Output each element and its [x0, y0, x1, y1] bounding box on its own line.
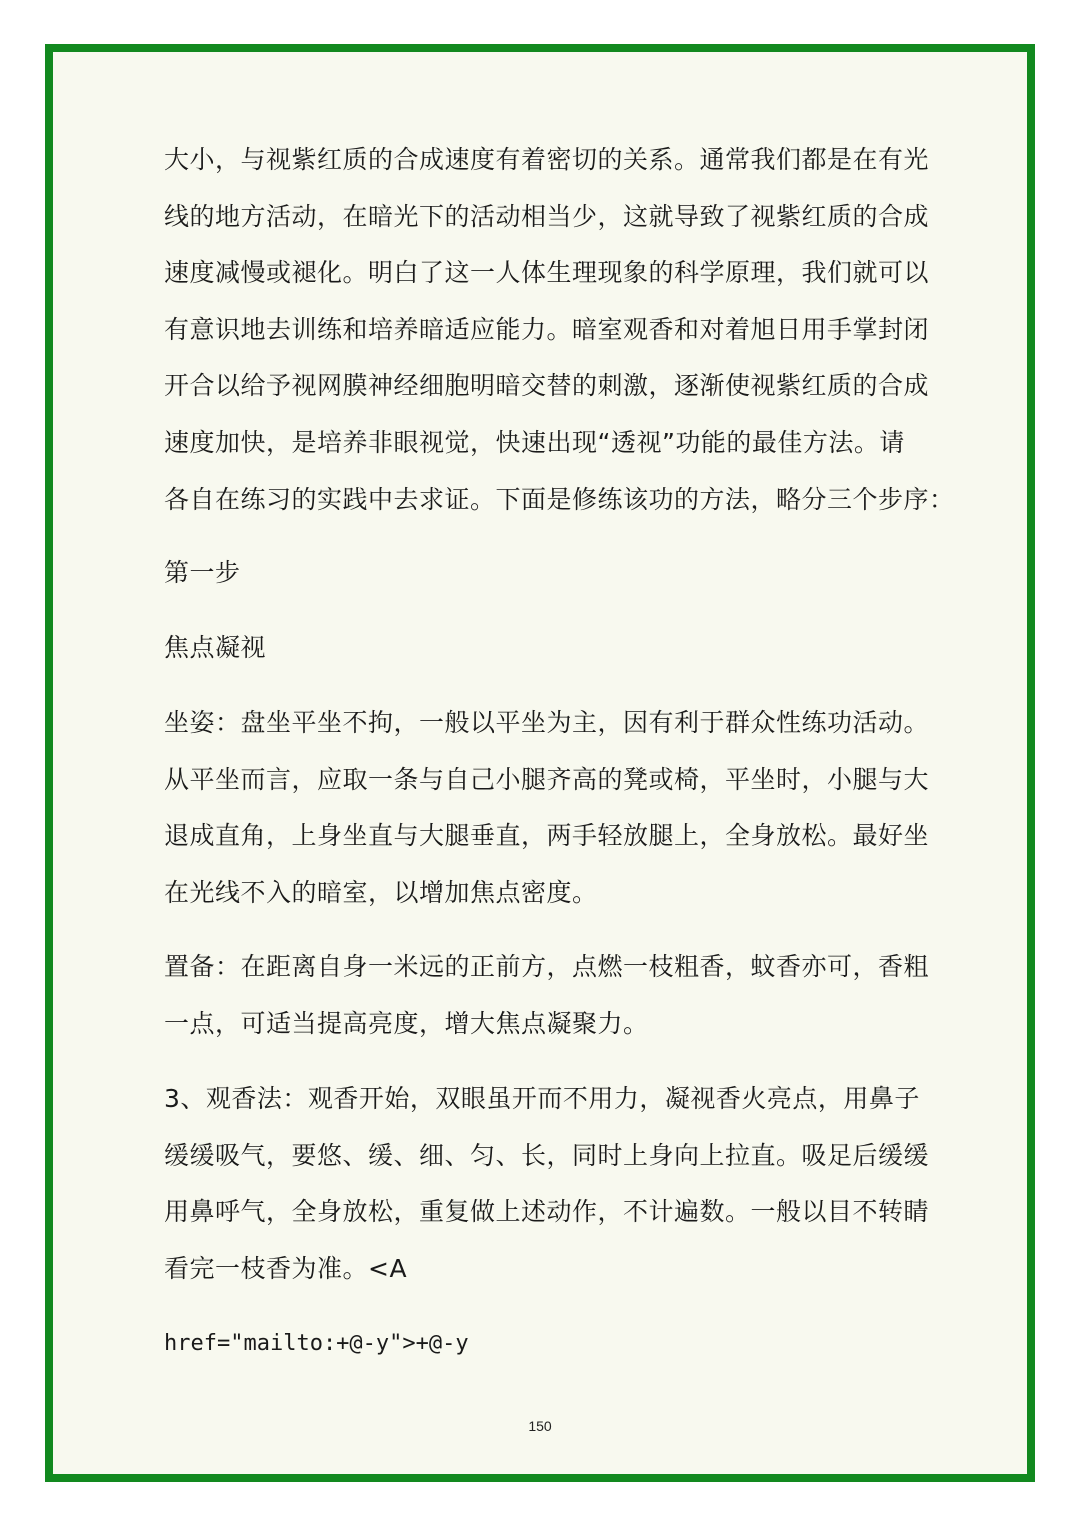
paragraph-preparation: [164, 939, 930, 1052]
text-line: 有意识地去训练和培养暗适应能力。暗室观香和对着旭日用手掌封闭: [164, 314, 930, 344]
text-line: 速度加快，是培养非眼视觉，快速出现“透视”功能的最佳方法。请: [164, 427, 905, 457]
text-line: 看完一枝香为准。<A: [164, 1253, 408, 1283]
text-line: 焦点凝视: [164, 633, 267, 662]
method-heading: [164, 620, 924, 677]
text-line: 3、观香法：观香开始，双眼虽开而不用力，凝视香火亮点，用鼻子: [164, 1084, 920, 1113]
text-line: 退成直角，上身坐直与大腿垂直，两手轻放腿上，全身放松。最好坐: [164, 821, 930, 851]
text-line: href="mailto:+@-y">+@-y: [164, 1331, 469, 1356]
text-line: 在光线不入的暗室，以增加焦点密度。: [164, 877, 598, 907]
text-line: 大小，与视紫红质的合成速度有着密切的关系。通常我们都是在有光: [164, 145, 930, 174]
text-line: 从平坐而言，应取一条与自己小腿齐高的凳或椅，平坐时，小腿与大: [164, 764, 930, 794]
text-line: 缓缓吸气，要悠、缓、细、匀、长，同时上身向上拉直。吸足后缓缓: [164, 1140, 930, 1170]
text-line: 开合以给予视网膜神经细胞明暗交替的刺激，逐渐使视紫红质的合成: [164, 371, 930, 401]
text-line: 坐姿：盘坐平坐不拘，一般以平坐为主，因有利于群众性练功活动。: [164, 708, 930, 737]
paragraph-incense-method: [164, 1071, 930, 1297]
stray-markup-line: [164, 1316, 924, 1373]
page-number: 150: [528, 1418, 552, 1434]
text-line: 置备：在距离自身一米远的正前方，点燃一枝粗香，蚊香亦可，香粗: [164, 952, 930, 981]
text-line: 各自在练习的实践中去求证。下面是修练该功的方法，略分三个步序：: [164, 484, 955, 514]
text-line: 第一步: [164, 558, 241, 587]
text-line: 线的地方活动，在暗光下的活动相当少，这就导致了视紫红质的合成: [164, 201, 930, 231]
paragraph-intro: [164, 132, 955, 528]
text-line: 一点，可适当提高亮度，增大焦点凝聚力。: [164, 1008, 649, 1038]
step-heading: [164, 545, 924, 602]
text-line: 速度减慢或褪化。明白了这一人体生理现象的科学原理，我们就可以: [164, 258, 930, 288]
text-line: 用鼻呼气，全身放松，重复做上述动作，不计遍数。一般以目不转睛: [164, 1197, 930, 1227]
paragraph-posture: [164, 695, 930, 921]
